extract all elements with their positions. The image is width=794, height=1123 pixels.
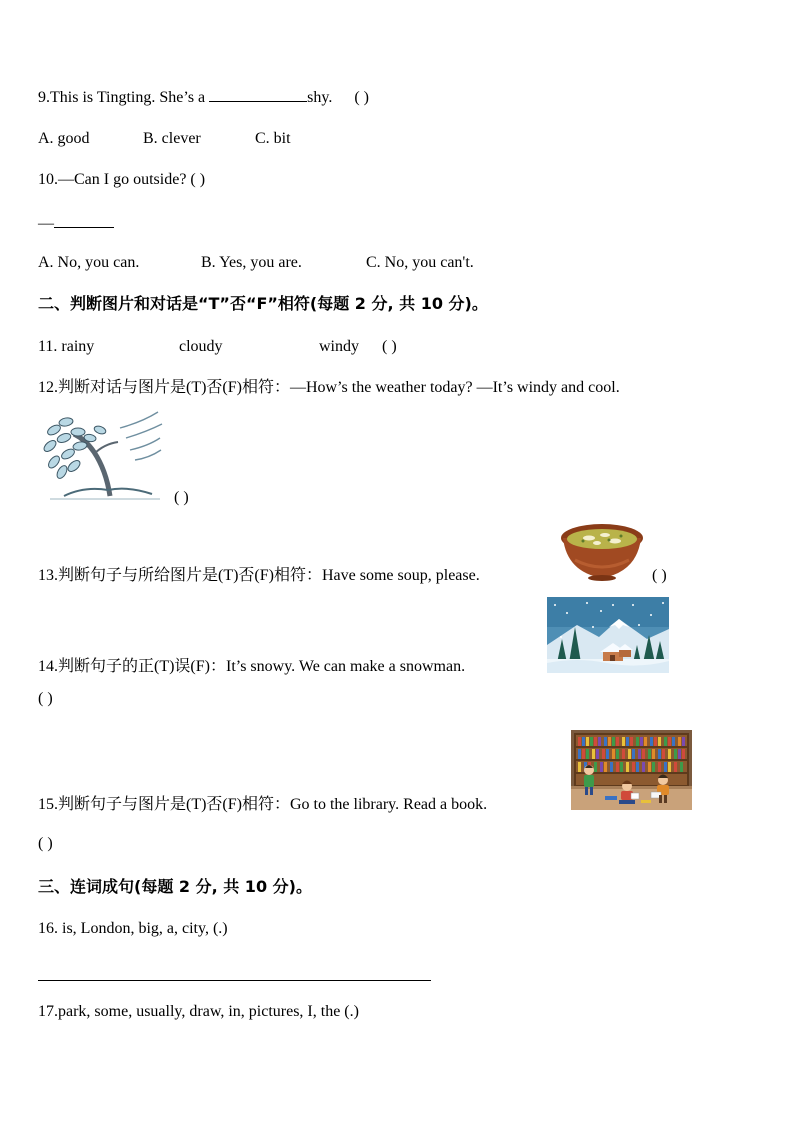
q9-prefix: 9.This is Tingting. She’s a	[38, 89, 210, 106]
q17-text: 17.park, some, usually, draw, in, pictures, I, the (.)	[38, 1003, 359, 1020]
q9-answer-blank[interactable]	[209, 87, 307, 102]
q12-text: 12.判断对话与图片是(T)否(F)相符：—How’s the weather today? —It’s windy and cool.	[38, 379, 620, 396]
q10-question: 10.—Can I go outside? ( )	[38, 171, 206, 188]
q13-text: 13.判断句子与所给图片是(T)否(F)相符：Have some soup, please.	[38, 567, 480, 584]
q12-answer-paren[interactable]: ( )	[174, 489, 189, 506]
q14-answer-paren[interactable]: ( )	[38, 690, 53, 707]
section3-heading: 三、连词成句(每题 2 分, 共 10 分)。	[38, 877, 312, 896]
q10-options	[38, 253, 474, 273]
windy-tree-illustration	[40, 410, 168, 502]
snowy-landscape-illustration	[547, 597, 669, 673]
q10-answer-blank[interactable]	[54, 213, 114, 228]
q9-option-c: C. bit	[255, 130, 291, 147]
q11-word-2: cloudy	[179, 338, 223, 355]
q16-answer-line[interactable]	[38, 980, 431, 981]
q15-answer-paren[interactable]: ( )	[38, 835, 53, 852]
q9-options	[38, 129, 291, 149]
q10-option-b: B. Yes, you are.	[201, 254, 302, 271]
q11-word-3: windy	[319, 338, 359, 355]
soup-bowl-illustration	[559, 520, 645, 582]
q9-suffix: shy.	[307, 89, 333, 106]
q10-dash: —	[38, 215, 54, 232]
q9-option-b: B. clever	[143, 130, 201, 147]
q9-line	[38, 87, 369, 108]
q10-option-c: C. No, you can't.	[366, 254, 474, 271]
q13-answer-paren[interactable]: ( )	[652, 567, 667, 584]
q9-option-a: A. good	[38, 130, 90, 147]
q10-option-a: A. No, you can.	[38, 254, 140, 271]
q10-answer-line	[38, 213, 114, 234]
library-illustration	[571, 730, 692, 810]
q9-answer-paren[interactable]: ( )	[354, 89, 369, 106]
q16-text: 16. is, London, big, a, city, (.)	[38, 920, 228, 937]
q15-text: 15.判断句子与图片是(T)否(F)相符：Go to the library. Read a book.	[38, 796, 488, 813]
q11-line	[38, 337, 397, 357]
q11-word-1: 11. rainy	[38, 338, 95, 355]
q11-answer-paren[interactable]: ( )	[382, 338, 397, 355]
section2-heading: 二、判断图片和对话是“T”否“F”相符(每题 2 分, 共 10 分)。	[38, 294, 488, 313]
q14-text: 14.判断句子的正(T)误(F)：It’s snowy. We can make a snowman.	[38, 658, 466, 675]
